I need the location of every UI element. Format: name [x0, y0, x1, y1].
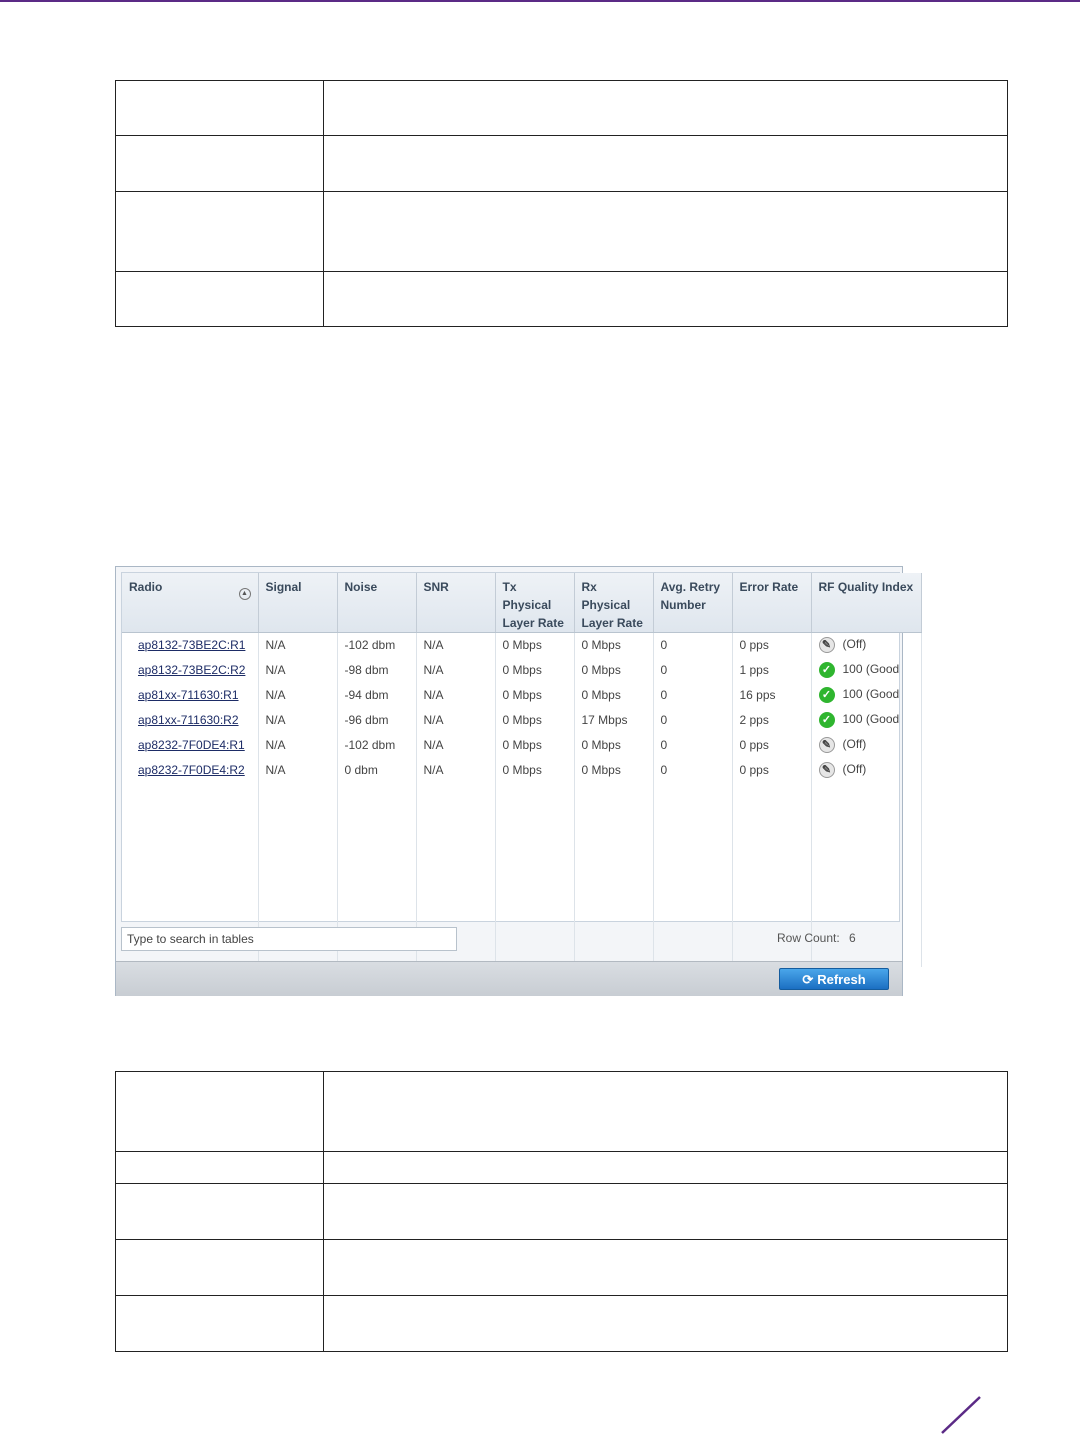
column-header-rf-quality[interactable]: RF Quality Index [811, 573, 921, 633]
radio-table [121, 572, 914, 922]
rf-quality-cell [811, 708, 921, 733]
column-header-snr[interactable]: SNR [416, 573, 495, 633]
rx-rate-cell: 0 Mbps [574, 658, 653, 683]
brand-slash-icon [938, 1395, 984, 1435]
column-header-signal[interactable]: Signal [258, 573, 337, 633]
panel-footer [116, 961, 902, 996]
row-count-value: 6 [849, 931, 856, 945]
radio-link[interactable]: ap81xx-711630:R1 [122, 683, 258, 708]
rf-quality-value: (Off) [842, 637, 867, 652]
error-rate-cell: 0 pps [732, 733, 811, 758]
empty-cell [653, 783, 732, 967]
rf-quality-cell [811, 683, 921, 708]
rf-quality-cell [811, 733, 921, 758]
radio-statistics-panel [115, 566, 914, 996]
refresh-button[interactable]: ⟳ Refresh [779, 968, 889, 990]
column-header-rx-rate[interactable]: Rx Physical Layer Rate [574, 573, 653, 633]
tx-rate-cell: 0 Mbps [495, 708, 574, 733]
snr-cell: N/A [416, 733, 495, 758]
error-rate-cell: 16 pps [732, 683, 811, 708]
table-header-row [122, 573, 921, 633]
description-table-bottom [115, 1071, 1008, 1352]
empty-cell [574, 783, 653, 967]
column-header-error-rate[interactable]: Error Rate [732, 573, 811, 633]
signal-cell: N/A [258, 683, 337, 708]
table-row[interactable] [122, 658, 921, 683]
table-row[interactable] [122, 758, 921, 783]
signal-cell: N/A [258, 758, 337, 783]
pencil-icon: ✎ [819, 762, 835, 778]
rx-rate-cell: 17 Mbps [574, 708, 653, 733]
rf-quality-value: 100 (Good [842, 662, 900, 677]
empty-cell [495, 783, 574, 967]
noise-cell: -98 dbm [337, 658, 416, 683]
signal-cell: N/A [258, 633, 337, 658]
pencil-icon: ✎ [819, 737, 835, 753]
radio-link[interactable]: ap81xx-711630:R2 [122, 708, 258, 733]
signal-cell: N/A [258, 658, 337, 683]
column-header-tx-rate[interactable]: Tx Physical Layer Rate [495, 573, 574, 633]
check-icon: ✓ [819, 712, 835, 728]
table-row[interactable] [122, 633, 921, 658]
check-icon: ✓ [819, 687, 835, 703]
noise-cell: -94 dbm [337, 683, 416, 708]
table-row [116, 1072, 1008, 1152]
rf-quality-cell [811, 658, 921, 683]
tx-rate-cell: 0 Mbps [495, 633, 574, 658]
rf-quality-value: 100 (Good [842, 687, 900, 702]
retry-cell: 0 [653, 733, 732, 758]
column-header-retry[interactable]: Avg. Retry Number [653, 573, 732, 633]
column-header-noise[interactable]: Noise [337, 573, 416, 633]
retry-cell: 0 [653, 633, 732, 658]
table-row[interactable] [122, 733, 921, 758]
refresh-icon: ⟳ [802, 972, 814, 987]
retry-cell: 0 [653, 658, 732, 683]
rf-quality-cell [811, 758, 921, 783]
rf-quality-value: 100 (Good [842, 712, 900, 727]
snr-cell: N/A [416, 683, 495, 708]
retry-cell: 0 [653, 708, 732, 733]
snr-cell: N/A [416, 633, 495, 658]
table-row [116, 136, 1008, 192]
signal-cell: N/A [258, 733, 337, 758]
table-search-input[interactable]: Type to search in tables [121, 927, 457, 951]
table-row [116, 1184, 1008, 1240]
table-row [116, 272, 1008, 327]
rf-quality-value: (Off) [842, 762, 867, 777]
pencil-icon: ✎ [819, 637, 835, 653]
snr-cell: N/A [416, 758, 495, 783]
snr-cell: N/A [416, 658, 495, 683]
tx-rate-cell: 0 Mbps [495, 658, 574, 683]
top-rule [0, 0, 1080, 2]
retry-cell: 0 [653, 758, 732, 783]
error-rate-cell: 0 pps [732, 633, 811, 658]
error-rate-cell: 0 pps [732, 758, 811, 783]
radio-link[interactable]: ap8232-7F0DE4:R2 [122, 758, 258, 783]
table-row [116, 1152, 1008, 1184]
row-count-label: Row Count: [777, 931, 840, 945]
table-row [116, 1296, 1008, 1352]
radio-link[interactable]: ap8132-73BE2C:R2 [122, 658, 258, 683]
tx-rate-cell: 0 Mbps [495, 683, 574, 708]
snr-cell: N/A [416, 708, 495, 733]
noise-cell: 0 dbm [337, 758, 416, 783]
error-rate-cell: 2 pps [732, 708, 811, 733]
noise-cell: -96 dbm [337, 708, 416, 733]
signal-cell: N/A [258, 708, 337, 733]
rf-quality-cell [811, 633, 921, 658]
rx-rate-cell: 0 Mbps [574, 683, 653, 708]
tx-rate-cell: 0 Mbps [495, 733, 574, 758]
rx-rate-cell: 0 Mbps [574, 733, 653, 758]
rx-rate-cell: 0 Mbps [574, 758, 653, 783]
column-header-radio[interactable]: Radio ▲ [122, 573, 258, 633]
noise-cell: -102 dbm [337, 733, 416, 758]
tx-rate-cell: 0 Mbps [495, 758, 574, 783]
row-count [777, 931, 856, 945]
table-row [116, 81, 1008, 136]
rx-rate-cell: 0 Mbps [574, 633, 653, 658]
error-rate-cell: 1 pps [732, 658, 811, 683]
table-row [116, 192, 1008, 272]
table-row [116, 1240, 1008, 1296]
radio-link[interactable]: ap8232-7F0DE4:R1 [122, 733, 258, 758]
retry-cell: 0 [653, 683, 732, 708]
description-table-top [115, 80, 1008, 327]
radio-link[interactable]: ap8132-73BE2C:R1 [122, 633, 258, 658]
sort-arrow-icon[interactable]: ▲ [239, 588, 251, 600]
check-icon: ✓ [819, 662, 835, 678]
table-row[interactable] [122, 683, 921, 708]
table-row[interactable] [122, 708, 921, 733]
rf-quality-value: (Off) [842, 737, 867, 752]
noise-cell: -102 dbm [337, 633, 416, 658]
